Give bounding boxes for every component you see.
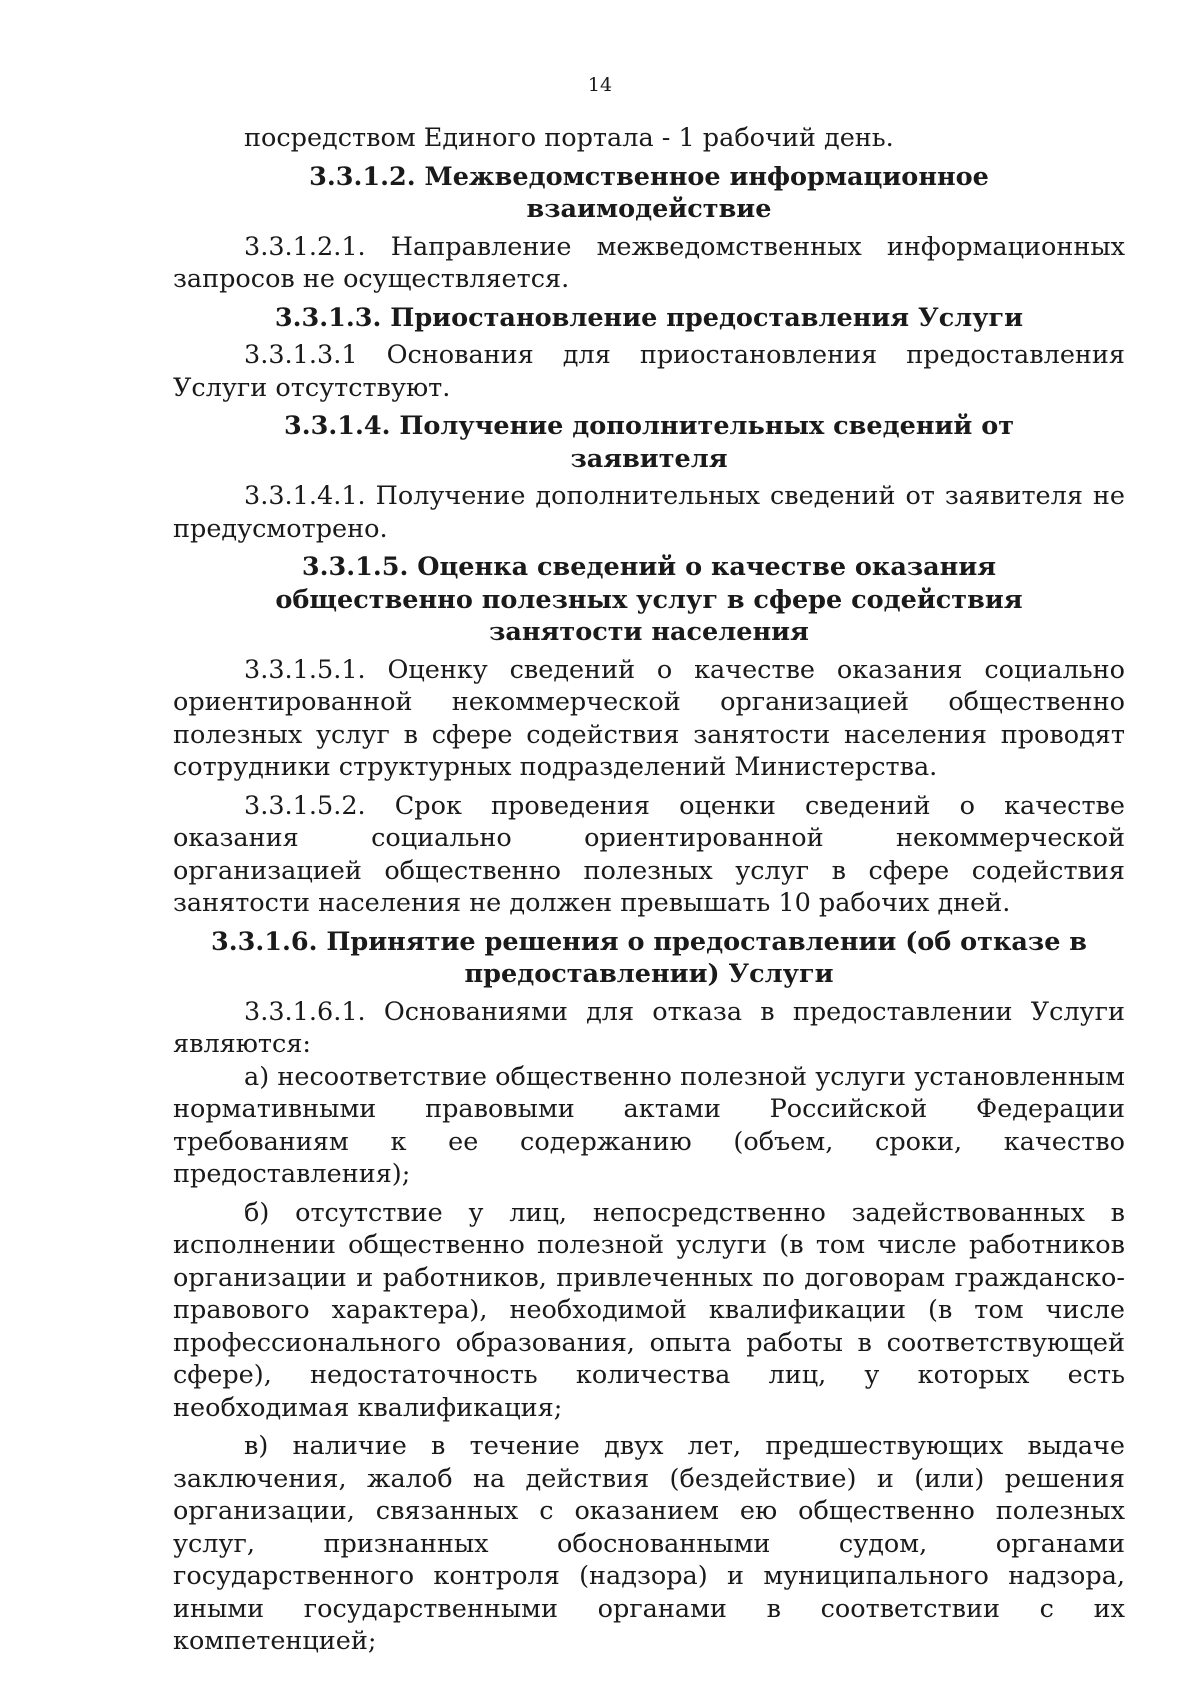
- paragraph-continuation: посредством Единого портала - 1 рабочий день.: [244, 123, 894, 153]
- section-heading-3-3-1-2: 3.3.1.2. Межведомственное информационное взаимодействие: [309, 161, 989, 224]
- paragraph-3-3-1-3-1: 3.3.1.3.1 Основания для приостановления предоставления Услуги отсутствуют.: [173, 340, 1125, 403]
- paragraph-3-3-1-5-2: 3.3.1.5.2. Срок проведения оценки сведений о качестве оказания социально ориентированной некоммерческой организацией общественно полезных услуг в сфере содействия занятости населения не должен превышать 10 рабочих дней.: [173, 790, 1125, 918]
- section-heading-3-3-1-6: 3.3.1.6. Принятие решения о предоставлении (об отказе в предоставлении) Услуги: [210, 926, 1088, 989]
- page-number: 14: [587, 74, 613, 96]
- list-item-v: в) наличие в течение двух лет, предшествующих выдаче заключения, жалоб на действия (бездействие) и (или) решения организации, связанных с оказанием ею общественно полезных услуг, признанных обоснованными судом, органами государственного контроля (надзора) и муниципального надзора, иными государственными органами в соответствии с их компетенцией;: [173, 1431, 1125, 1656]
- section-heading-3-3-1-3: 3.3.1.3. Приостановление предоставления Услуги: [274, 302, 1024, 333]
- paragraph-3-3-1-5-1: 3.3.1.5.1. Оценку сведений о качестве оказания социально ориентированной некоммерческой организацией общественно полезных услуг в сфере содействия занятости населения проводят сотрудники структурных подразделений Министерства.: [173, 654, 1125, 782]
- section-heading-3-3-1-5: 3.3.1.5. Оценка сведений о качестве оказания общественно полезных услуг в сфере содействия занятости населения: [275, 552, 1023, 647]
- list-item-b: б) отсутствие у лиц, непосредственно задействованных в исполнении общественно полезной услуги (в том числе работников организации и работников, привлеченных по договорам гражданско-правового характера), необходимой квалификации (в том числе профессионального образования, опыта работы в соответствующей сфере), недостаточность количества лиц, у которых есть необходимая квалификация;: [173, 1197, 1125, 1423]
- paragraph-3-3-1-4-1: 3.3.1.4.1. Получение дополнительных сведений от заявителя не предусмотрено.: [173, 481, 1125, 544]
- section-heading-3-3-1-4: 3.3.1.4. Получение дополнительных сведений от заявителя: [283, 411, 1015, 474]
- paragraph-3-3-1-2-1: 3.3.1.2.1. Направление межведомственных информационных запросов не осуществляется.: [173, 231, 1125, 294]
- paragraph-3-3-1-6-1: 3.3.1.6.1. Основаниями для отказа в предоставлении Услуги являются:: [173, 996, 1125, 1059]
- list-item-a: а) несоответствие общественно полезной услуги установленным нормативными правовыми актами Российской Федерации требованиям к ее содержанию (объем, сроки, качество предоставления);: [173, 1061, 1125, 1189]
- document-body: [173, 122, 1125, 1658]
